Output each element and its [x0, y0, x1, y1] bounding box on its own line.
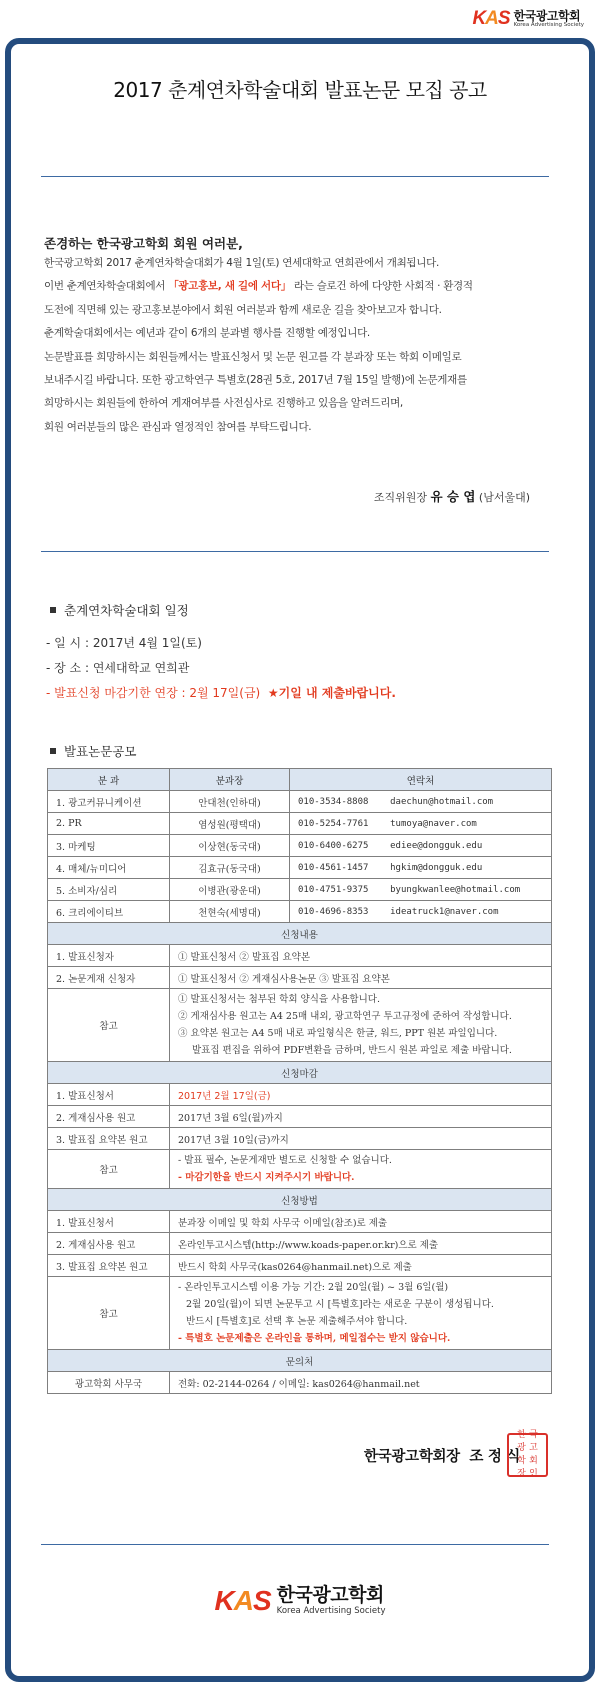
- table-row: 1. 발표신청서 2017년 2월 17일(금): [48, 1084, 552, 1106]
- footer-logo-english: Korea Advertising Society: [276, 1606, 386, 1617]
- section-row-method: 신청방법: [48, 1189, 552, 1211]
- table-row: 참고 - 발표 필수, 논문게재만 별도로 신청할 수 없습니다. - 마감기한을 반드시 지켜주시기 바랍니다.: [48, 1150, 552, 1189]
- seal-stamp: 한 국 광 고 학 회 장 인: [507, 1433, 548, 1477]
- chair-signature: 조직위원장 유 승 엽 (남서울대): [373, 489, 530, 504]
- schedule-deadline: - 발표신청 마감기한 연장 : 2월 17일(금) ★기일 내 제출바랍니다.: [46, 686, 396, 700]
- letter-line: 희망하시는 회원들에 한하여 게재여부를 사전심사로 진행하고 있음을 알려드리며,: [44, 397, 403, 410]
- divider: [41, 176, 549, 177]
- table-row: 2. 게재심사용 원고 온라인투고시스템(http://www.koads-paper.or.kr)으로 제출: [48, 1233, 552, 1255]
- division-row: 1. 광고커뮤니케이션 안대천(인하대) 010-3534-8808 daechun@hotmail.com: [48, 791, 552, 813]
- letter-line: 춘계학술대회에서는 예년과 같이 6개의 분과별 행사를 진행할 예정입니다.: [44, 327, 370, 340]
- greeting: 존경하는 한국광고학회 회원 여러분,: [44, 236, 243, 251]
- table-row: 3. 발표집 요약본 원고 반드시 학회 사무국(kas0264@hanmail.net)으로 제출: [48, 1255, 552, 1277]
- section-row-deadline: 신청마감: [48, 1062, 552, 1084]
- division-row: 6. 크리에이티브 천현숙(세명대) 010-4696-8353 ideatruck1@naver.com: [48, 901, 552, 923]
- bullet-icon: [50, 748, 56, 754]
- footer-logo-korean: 한국광고학회: [276, 1584, 384, 1607]
- letter-line: 논문발표를 희망하시는 회원들께서는 발표신청서 및 논문 원고를 각 분과장 또는 학회 이메일로: [44, 350, 462, 363]
- table-row: 광고학회 사무국 전화: 02-2144-0264 / 이메일: kas0264@hanmail.net: [48, 1372, 552, 1394]
- slogan: 「광고홍보, 새 길에 서다」: [168, 280, 291, 293]
- schedule-place: - 장 소 : 연세대학교 연희관: [46, 661, 190, 675]
- letter-line: 회원 여러분들의 많은 관심과 열정적인 참여를 부탁드립니다.: [44, 420, 312, 433]
- footer-logo: [0, 1585, 600, 1617]
- bullet-icon: [50, 607, 56, 613]
- divider: [41, 551, 549, 552]
- table-row: 1. 발표신청자 ① 발표신청서 ② 발표집 요약본: [48, 945, 552, 967]
- page-title: 2017 춘계연차학술대회 발표논문 모집 공고: [113, 78, 487, 102]
- header-logo: [472, 8, 584, 30]
- letter-line: 보내주시길 바랍니다. 또한 광고학연구 특별호(28권 5호, 2017년 7월 15일 발행)에 논문게재를: [44, 374, 467, 387]
- letter-line: 이번 춘계연차학술대회에서 「광고홍보, 새 길에 서다」 라는 슬로건 하에 다양한 사회적 · 환경적: [44, 280, 473, 293]
- president-signature: 한국광고학회장 조 정 식: [363, 1449, 520, 1465]
- col-header: 연락처: [290, 769, 552, 791]
- papers-heading: 발표논문공모: [50, 742, 136, 760]
- header-logo-korean: 한국광고학회: [513, 8, 581, 23]
- letter-line: 도전에 직면해 있는 광고홍보분야에서 회원 여러분과 함께 새로운 길을 찾아보고자 합니다.: [44, 303, 442, 316]
- table-row: 3. 발표집 요약본 원고 2017년 3월 10일(금)까지: [48, 1128, 552, 1150]
- divider: [41, 1544, 549, 1545]
- col-header: 분 과: [48, 769, 170, 791]
- division-row: 3. 마케팅 이상현(동국대) 010-6400-6275 ediee@dongguk.edu: [48, 835, 552, 857]
- table-row: 1. 발표신청서 분과장 이메일 및 학회 사무국 이메일(참조)로 제출: [48, 1211, 552, 1233]
- table-row: 참고 - 온라인투고시스템 이용 가능 기간: 2월 20일(월) ~ 3월 6일(월) 2월 20일(월)이 되면 논문투고 시 [특별호]라는 새로운 구분이 생성됩니다. 반드시 [특별호]로 선택 후 논문 제출해주셔야 합니다. - 특별호 논문제출은 온라인을 통하며, 메일접수는 받지 않습니다.: [48, 1277, 552, 1350]
- division-row: 4. 매체/뉴미디어 김효규(동국대) 010-4561-1457 hgkim@dongguk.edu: [48, 857, 552, 879]
- division-row: 2. PR 염성원(평택대) 010-5254-7761 tumoya@naver.com: [48, 813, 552, 835]
- schedule-date: - 일 시 : 2017년 4월 1일(토): [46, 636, 202, 650]
- letter-line: 한국광고학회 2017 춘계연차학술대회가 4월 1일(토) 연세대학교 연희관에서 개최됩니다.: [44, 257, 439, 269]
- letter-body: [44, 252, 554, 439]
- kas-logo-mark: KAS: [472, 8, 510, 29]
- kas-logo-mark: KAS: [214, 1585, 271, 1616]
- table-row: 2. 게재심사용 원고 2017년 3월 6일(월)까지: [48, 1106, 552, 1128]
- table-row: 2. 논문게재 신청자 ① 발표신청서 ② 게재심사용논문 ③ 발표집 요약본: [48, 967, 552, 989]
- section-row-apply: 신청내용: [48, 923, 552, 945]
- papers-table: [47, 768, 552, 1394]
- table-row: 참고 ① 발표신청서는 첨부된 학회 양식을 사용합니다. ② 게재심사용 원고는 A4 25매 내외, 광고학연구 투고규정에 준하여 작성합니다. ③ 요약본 원고는 A4 5매 내로 파일형식은 한글, 워드, PPT 원본 파일입니다. 발표집 편집을 위하여 PDF변환을 금하며, 반드시 원본 파일로 제출 바랍니다.: [48, 989, 552, 1062]
- division-row: 5. 소비자/심리 이병관(광운대) 010-4751-9375 byungkwanlee@hotmail.com: [48, 879, 552, 901]
- schedule-heading: 춘계연차학술대회 일정: [50, 601, 189, 619]
- header-logo-english: Korea Advertising Society: [513, 21, 584, 28]
- col-header: 분과장: [170, 769, 290, 791]
- section-row-contact: 문의처: [48, 1350, 552, 1372]
